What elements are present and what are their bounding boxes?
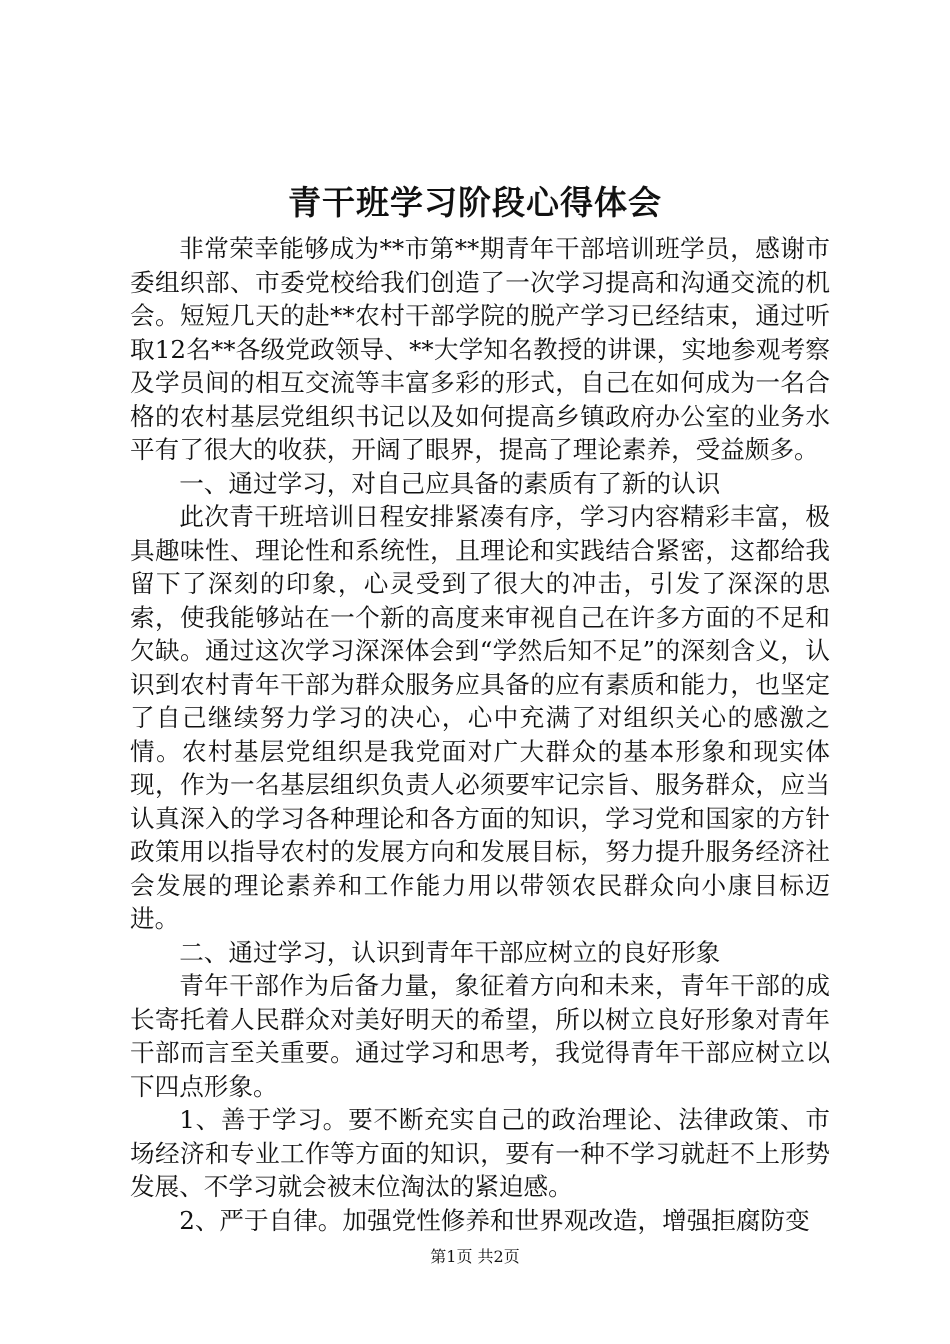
paragraph-intro: 非常荣幸能够成为**市第**期青年干部培训班学员，感谢市委组织部、市委党校给我们创造了一次学习提高和沟通交流的机会。短短几天的赴**农村干部学院的脱产学习已经结束，通过听取12名**各级党政领导、**大学知名教授的讲课，实地参观考察及学员间的相互交流等丰富多彩的形式，自己在如何成为一名合格的农村基层党组织书记以及如何提高乡镇政府办公室的业务水平有了很大的收获，开阔了眼界，提高了理论素养，受益颇多。 [130, 234, 830, 464]
list-item-2: 2、严于自律。加强党性修养和世界观改造，增强拒腐防变 [179, 1205, 810, 1235]
paragraph-section-2: 青年干部作为后备力量，象征着方向和未来，青年干部的成长寄托着人民群众对美好明天的希望，所以树立良好形象对青年干部而言至关重要。通过学习和思考，我觉得青年干部应树立以下四点形象。 [130, 971, 830, 1101]
section-heading-2: 二、通过学习，认识到青年干部应树立的良好形象 [179, 937, 721, 967]
page-number-footer: 第1页 共2页 [430, 1247, 520, 1266]
list-item-1: 1、善于学习。要不断充实自己的政治理论、法律政策、市场经济和专业工作等方面的知识，要有一种不学习就赶不上形势发展、不学习就会被末位淘汰的紧迫感。 [130, 1105, 830, 1201]
document-body [130, 232, 830, 1237]
paragraph-section-1: 此次青干班培训日程安排紧凑有序，学习内容精彩丰富，极具趣味性、理论性和系统性，且理论和实践结合紧密，这都给我留下了深刻的印象，心灵受到了很大的冲击，引发了深深的思索，使我能够站在一个新的高度来审视自己在许多方面的不足和欠缺。通过这次学习深深体会到“学然后知不足”的深刻含义，认识到农村青年干部为群众服务应具备的应有素质和能力，也坚定了自己继续努力学习的决心，心中充满了对组织关心的感激之情。农村基层党组织是我党面对广大群众的基本形象和现实体现，作为一名基层组织负责人必须要牢记宗旨、服务群众，应当认真深入的学习各种理论和各方面的知识，学习党和国家的方针政策用以指导农村的发展方向和发展目标，努力提升服务经济社会发展的理论素养和工作能力用以带领农民群众向小康目标迈进。 [130, 502, 830, 933]
section-heading-1: 一、通过学习，对自己应具备的素质有了新的认识 [179, 468, 721, 498]
document-title: 青干班学习阶段心得体会 [288, 183, 662, 222]
